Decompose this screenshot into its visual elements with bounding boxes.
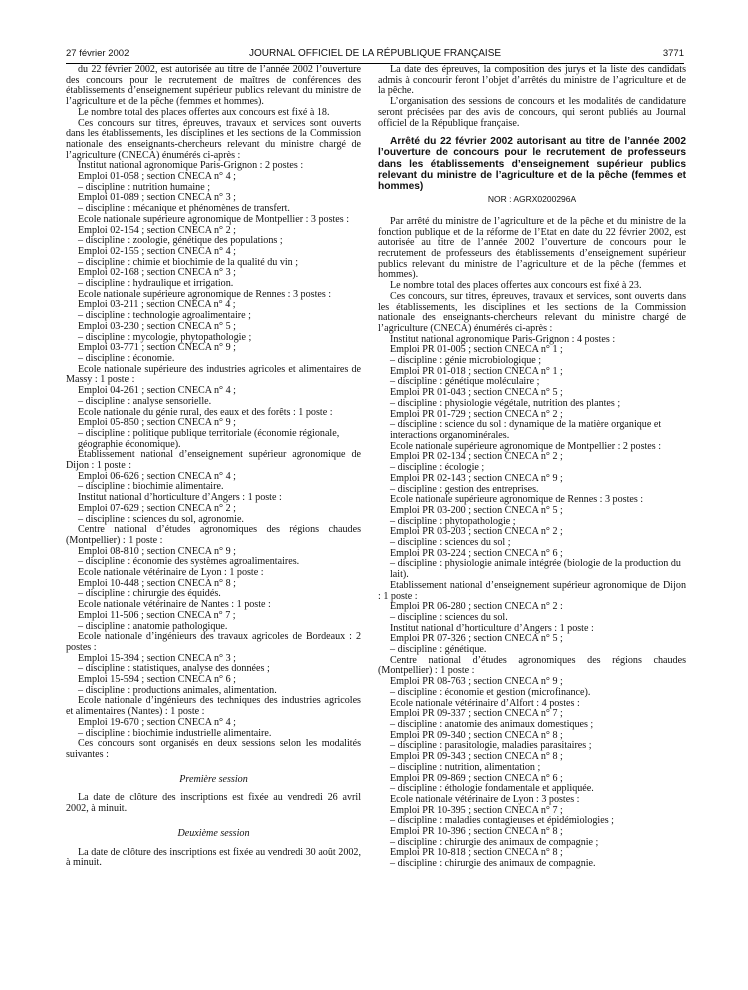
paragraph: Emploi PR 02-134 ; section CNECA n° 2 ; [390, 451, 563, 463]
right-column-body [378, 217, 686, 870]
paragraph: – discipline : biochimie industrielle alimentaire. [78, 727, 272, 739]
paragraph: Emploi PR 03-200 ; section CNECA n° 5 ; [390, 504, 563, 516]
paragraph: – discipline : biochimie alimentaire. [78, 481, 224, 493]
paragraph: – discipline : génie microbiologique ; [390, 355, 542, 367]
paragraph: Ecole nationale vétérinaire de Lyon : 1 poste : [78, 567, 264, 579]
paragraph: – discipline : génétique. [390, 644, 487, 656]
paragraph: Par arrêté du ministre de l’agriculture et de la pêche et du ministre de la fonction publique et de la réforme de l’Etat en date du 22 février 2002, est autorisée au titre de l’année 2002 l’ouverture de concours pour le recrutement de professeurs des établissements d’enseignement supérieur publics relevant du ministre de l’agriculture et de la pêche (femmes et hommes). [378, 215, 686, 281]
paragraph: – discipline : chirurgie des animaux de compagnie. [390, 858, 596, 870]
paragraph: Ecole nationale du génie rural, des eaux et des forêts : 1 poste : [78, 406, 333, 418]
paragraph: – discipline : mécanique et phénomènes de transfert. [78, 203, 290, 215]
paragraph: Ecole nationale supérieure des industries agricoles et alimentaires de Massy : 1 poste : [66, 363, 361, 386]
paragraph: – discipline : mycologie, phytopathologie ; [78, 331, 252, 343]
paragraph: Emploi PR 01-729 ; section CNECA n° 2 ; [390, 408, 563, 420]
paragraph: Emploi 15-394 ; section CNECA n° 3 ; [78, 652, 236, 664]
paragraph: Ecole nationale vétérinaire de Lyon : 3 postes : [390, 793, 580, 805]
paragraph: Le nombre total des places offertes aux concours est fixé à 18. [78, 106, 330, 118]
paragraph: – discipline : chirurgie des équidés. [78, 588, 221, 600]
paragraph: – discipline : chimie et biochimie de la qualité du vin ; [78, 256, 299, 268]
paragraph: – discipline : anatomie pathologique. [78, 620, 228, 632]
paragraph: Emploi PR 03-224 ; section CNECA n° 6 ; [390, 547, 563, 559]
paragraph: Emploi 06-626 ; section CNECA n° 4 ; [78, 470, 236, 482]
paragraph: – discipline : anatomie des animaux domestiques ; [390, 718, 594, 730]
paragraph: – discipline : zoologie, génétique des populations ; [78, 235, 283, 247]
decree-nor: NOR : AGRX0200296A [487, 194, 577, 205]
paragraph: – discipline : sciences du sol. [390, 611, 508, 623]
paragraph: Emploi 02-168 ; section CNECA n° 3 ; [78, 267, 236, 279]
paragraph: – discipline : physiologie végétale, nutrition des plantes ; [390, 397, 621, 409]
paragraph: – discipline : physiologie animale intégrée (biologie de la production du lait). [390, 558, 681, 581]
paragraph: Emploi PR 09-869 ; section CNECA n° 6 ; [390, 772, 563, 784]
paragraph: Emploi PR 06-280 ; section CNECA n° 2 : [390, 601, 563, 613]
paragraph: Ces concours sur titres, épreuves, travaux et services sont ouverts dans les établissements, les disciplines et les sections de la Commission nationale des enseignants-chercheurs relevant du ministre chargé de l’agriculture (CNECA) énumérés ci-après : [66, 117, 361, 161]
paragraph: Emploi PR 10-395 ; section CNECA n° 7 ; [390, 804, 563, 816]
paragraph: – discipline : statistiques, analyse des données ; [78, 663, 270, 675]
paragraph: Ecole nationale supérieure agronomique de Montpellier : 2 postes : [390, 440, 662, 452]
paragraph: Institut national agronomique Paris-Grignon : 2 postes : [78, 160, 304, 172]
paragraph: – discipline : politique publique territoriale (économie régionale, géographie économique). [78, 427, 340, 450]
header-title: JOURNAL OFFICIEL DE LA RÉPUBLIQUE FRANÇAISE [248, 48, 502, 59]
paragraph: Institut national d’horticulture d’Angers : 1 poste : [78, 492, 282, 504]
paragraph: Emploi PR 10-396 ; section CNECA n° 8 ; [390, 826, 563, 838]
paragraph: Ecole nationale supérieure agronomique de Montpellier : 3 postes : [78, 213, 350, 225]
paragraph: La date de clôture des inscriptions est fixée au vendredi 26 avril 2002, à minuit. [66, 792, 361, 815]
paragraph: Emploi 07-629 ; section CNECA n° 2 ; [78, 502, 236, 514]
paragraph: – discipline : économie et gestion (microfinance). [390, 686, 591, 698]
paragraph: Ces concours, sur titres, épreuves, travaux et services, sont ouverts dans les établissements, les disciplines et les sections de la Commission nationale des enseignants-chercheurs relevant du ministre chargé de l’agriculture (CNECA) énumérés ci-après : [378, 290, 686, 334]
decree-title: Arrêté du 22 février 2002 autorisant au titre de l’année 2002 l’ouverture de concours pour le recrutement de professeurs dans les établissements d’enseignement supérieur publics relevant du ministre de l’agriculture et de la pêche (femmes et hommes) [378, 136, 686, 193]
paragraph: Institut national agronomique Paris-Grignon : 4 postes : [390, 333, 616, 345]
paragraph: Ecole nationale vétérinaire de Nantes : 1 poste : [78, 599, 271, 611]
paragraph: – discipline : analyse sensorielle. [78, 395, 212, 407]
paragraph: – discipline : sciences du sol ; [390, 537, 511, 549]
paragraph: Emploi PR 01-043 ; section CNECA n° 5 ; [390, 387, 563, 399]
paragraph: Etablissement national d’enseignement supérieur agronomique de Dijon : 1 poste : [378, 579, 686, 602]
section-heading: Première session [179, 773, 248, 785]
paragraph: Ces concours sont organisés en deux sessions selon les modalités suivantes : [66, 738, 361, 760]
paragraph: – discipline : sciences du sol, agronomie. [78, 513, 244, 525]
paragraph: Ecole nationale vétérinaire d’Alfort : 4 postes : [390, 697, 580, 709]
left-column [66, 65, 361, 869]
paragraph: Emploi 03-771 ; section CNECA n° 9 ; [78, 342, 236, 354]
right-column-intro [378, 65, 686, 129]
paragraph: Emploi 11-506 ; section CNECA n° 7 ; [78, 609, 236, 621]
paragraph: Emploi 10-448 ; section CNECA n° 8 ; [78, 577, 236, 589]
paragraph: La date des épreuves, la composition des jurys et la liste des candidats admis à concourir feront l’objet d’arrêtés du ministre de l’agriculture et de la pêche. [378, 64, 686, 97]
paragraph: Emploi PR 08-763 ; section CNECA n° 9 ; [390, 676, 563, 688]
paragraph: – discipline : génétique moléculaire ; [390, 376, 540, 388]
paragraph: Emploi 05-850 ; section CNECA n° 9 ; [78, 417, 236, 429]
paragraph: Emploi 02-155 ; section CNECA n° 4 ; [78, 245, 236, 257]
paragraph: Emploi PR 09-343 ; section CNECA n° 8 ; [390, 751, 563, 763]
paragraph: Emploi 02-154 ; section CNECA n° 2 ; [78, 224, 236, 236]
paragraph: Emploi PR 02-143 ; section CNECA n° 9 ; [390, 472, 563, 484]
paragraph: Ecole nationale d’ingénieurs des techniques des industries agricoles et alimentaires (Nantes) : 1 poste : [66, 695, 361, 718]
paragraph: Emploi 04-261 ; section CNECA n° 4 ; [78, 385, 236, 397]
paragraph: – discipline : parasitologie, maladies parasitaires ; [390, 740, 592, 752]
paragraph: – discipline : hydraulique et irrigation. [78, 278, 234, 290]
paragraph: – discipline : économie des systèmes agroalimentaires. [78, 556, 300, 568]
paragraph: Centre national d’études agronomiques des régions chaudes (Montpellier) : 1 poste : [66, 524, 361, 546]
paragraph: Centre national d’études agronomiques des régions chaudes (Montpellier) : 1 poste : [378, 654, 686, 677]
page-number: 3771 [662, 48, 684, 59]
paragraph: Emploi PR 09-340 ; section CNECA n° 8 ; [390, 729, 563, 741]
paragraph: – discipline : éthologie fondamentale et appliquée. [390, 783, 594, 795]
section-heading: Deuxième session [177, 827, 250, 839]
paragraph: Emploi 01-089 ; section CNECA n° 3 ; [78, 192, 236, 204]
paragraph: – discipline : écologie ; [390, 462, 485, 474]
paragraph: – discipline : chirurgie des animaux de compagnie ; [390, 836, 599, 848]
paragraph: Emploi PR 10-818 ; section CNECA n° 8 ; [390, 847, 563, 859]
paragraph: Emploi 19-670 ; section CNECA n° 4 ; [78, 716, 236, 728]
paragraph: L’organisation des sessions de concours et les modalités de candidature seront précisées par des avis de concours, qui seront publiés au Journal officiel de la République française. [378, 96, 686, 129]
paragraph: – discipline : nutrition humaine ; [78, 181, 211, 193]
paragraph: Le nombre total des places offertes aux concours est fixé à 23. [390, 280, 642, 292]
paragraph: – discipline : gestion des entreprises. [390, 483, 539, 495]
paragraph: Emploi PR 01-005 ; section CNECA n° 1 ; [390, 344, 563, 356]
paragraph: – discipline : science du sol : dynamique de la matière organique et interactions organominérales. [390, 419, 662, 441]
paragraph: – discipline : économie. [78, 352, 175, 364]
paragraph: Ecole nationale supérieure agronomique de Rennes : 3 postes : [390, 494, 644, 506]
paragraph: Emploi PR 09-337 ; section CNECA n° 7 ; [390, 708, 563, 720]
running-header [66, 48, 684, 62]
paragraph: Emploi 01-058 ; section CNECA n° 4 ; [78, 171, 236, 183]
paragraph: – discipline : phytopathologie ; [390, 515, 516, 527]
paragraph: Emploi PR 03-203 ; section CNECA n° 2 ; [390, 526, 563, 538]
right-column [378, 65, 686, 870]
paragraph: Emploi 03-230 ; section CNECA n° 5 ; [78, 320, 236, 332]
paragraph: Emploi PR 01-018 ; section CNECA n° 1 ; [390, 365, 563, 377]
paragraph: Ecole nationale d’ingénieurs des travaux agricoles de Bordeaux : 2 postes : [66, 631, 361, 653]
paragraph: Emploi 03-211 ; section CNECA n° 4 ; [78, 299, 236, 311]
paragraph: – discipline : nutrition, alimentation ; [390, 761, 541, 773]
paragraph: Emploi PR 07-326 ; section CNECA n° 5 ; [390, 633, 563, 645]
paragraph: du 22 février 2002, est autorisée au titre de l’année 2002 l’ouverture des concours pour le recrutement de maîtres de conférences des établissements d’enseignement supérieur publics relevant du ministre de l’agriculture et de la pêche (femmes et hommes). [66, 64, 361, 108]
paragraph: – discipline : technologie agroalimentaire ; [78, 310, 251, 322]
paragraph: Institut national d’horticulture d’Angers : 1 poste : [390, 622, 594, 634]
paragraph: Emploi 08-810 ; section CNECA n° 9 ; [78, 545, 236, 557]
paragraph: Etablissement national d’enseignement supérieur agronomique de Dijon : 1 poste : [66, 449, 361, 472]
paragraph: La date de clôture des inscriptions est fixée au vendredi 30 août 2002, à minuit. [66, 846, 361, 869]
paragraph: Emploi 15-594 ; section CNECA n° 6 ; [78, 674, 236, 686]
paragraph: – discipline : productions animales, alimentation. [78, 684, 277, 696]
paragraph: Ecole nationale supérieure agronomique de Rennes : 3 postes : [78, 288, 332, 300]
paragraph: – discipline : maladies contagieuses et épidémiologies ; [390, 815, 614, 827]
header-date: 27 février 2002 [66, 48, 130, 59]
